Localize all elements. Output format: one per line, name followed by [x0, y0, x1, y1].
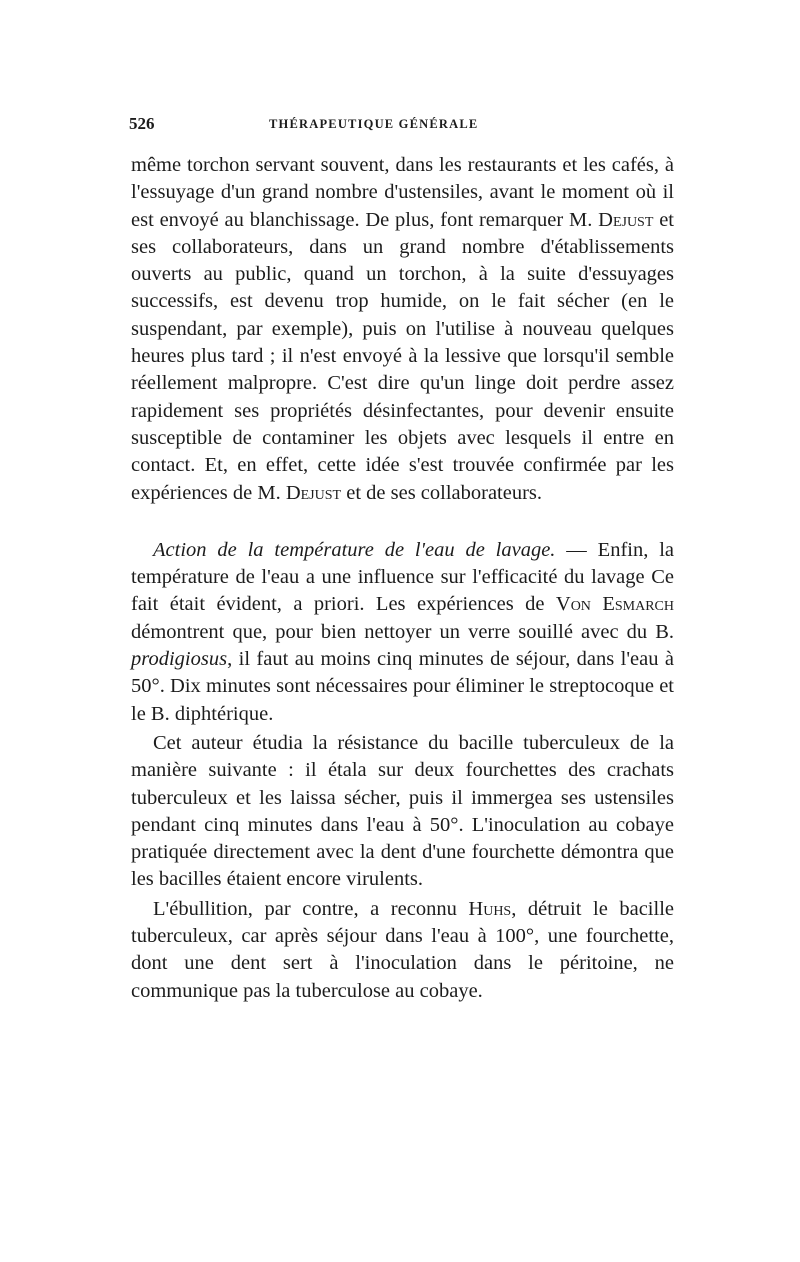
- paragraph-1: [131, 152, 674, 507]
- running-title: THÉRAPEUTIQUE GÉNÉRALE: [269, 117, 479, 131]
- paragraph-2-text-c: , il faut au moins cinq minutes de séjour, dans l'eau à 50°. Dix minutes sont nécessaires pour éliminer le streptocoque et le B. diphtérique.: [131, 648, 674, 725]
- paragraph-2: [131, 537, 674, 728]
- paragraph-4: [131, 896, 674, 1005]
- page-number: 526: [129, 114, 155, 133]
- paragraph-1-text-b: et ses collaborateurs, dans un grand nombre d'établissements ouverts au public, quand un torchon, à la suite d'essuyages successifs, est devenu trop humide, on le fait sécher (en le suspendant, par exemple), puis on l'utilise à nouveau quelques heures plus tard ; il n'est envoyé à la lessive que lorsqu'il semble réellement malpropre. C'est dire qu'un linge doit perdre assez rapidement ses propriétés désinfectantes, pour devenir ensuite susceptible de contaminer les objets avec lesquels il entre en contact. Et, en effet, cette idée s'est trouvée confirmée par les expériences de M.: [131, 208, 674, 504]
- paragraph-4-text-b: , détruit le bacille tuberculeux, car après séjour dans l'eau à 100°, une fourchette, dont une dent sert à l'inoculation dans le péritoine, ne communique pas la tuberculose au cobaye.: [131, 897, 674, 1002]
- author-name-dejust: Dejust: [598, 208, 654, 231]
- paragraph-2-text-b: démontrent que, pour bien nettoyer un verre souillé avec du B.: [131, 620, 674, 643]
- paragraph-1-text-c: et de ses collaborateurs.: [341, 481, 543, 504]
- author-name-huhs: Huhs: [468, 897, 512, 920]
- author-name-dejust: Dejust: [285, 481, 342, 504]
- paragraph-1-text-a: même torchon servant souvent, dans les restaurants et les cafés, à l'essuyage d'un grand nombre d'ustensiles, avant le moment où il est envoyé au blanchissage. De plus, font remarquer M.: [131, 154, 674, 231]
- paragraph-4-text-a: L'ébullition, par contre, a reconnu: [153, 897, 469, 920]
- paragraph-2-text-a: — Enfin, la température de l'eau a une influence sur l'efficacité du lavage Ce fait était évident, a priori. Les expériences de: [131, 538, 674, 616]
- body-text: [131, 152, 674, 1005]
- author-name-von-esmarch: Von Esmarch: [555, 593, 674, 616]
- section-heading: Action de la température de l'eau de lavage.: [153, 538, 556, 561]
- paragraph-3: Cet auteur étudia la résistance du bacille tuberculeux de la manière suivante : il étala sur deux fourchettes des crachats tuberculeux et les laissa sécher, puis il immergea ses ustensiles pendant cinq minutes dans l'eau à 50°. L'inoculation au cobaye pratiquée directement avec la dent d'une fourchette démontra que les bacilles étaient encore virulents.: [131, 731, 674, 891]
- species-name: prodigiosus: [131, 648, 228, 671]
- page-header: [129, 114, 677, 138]
